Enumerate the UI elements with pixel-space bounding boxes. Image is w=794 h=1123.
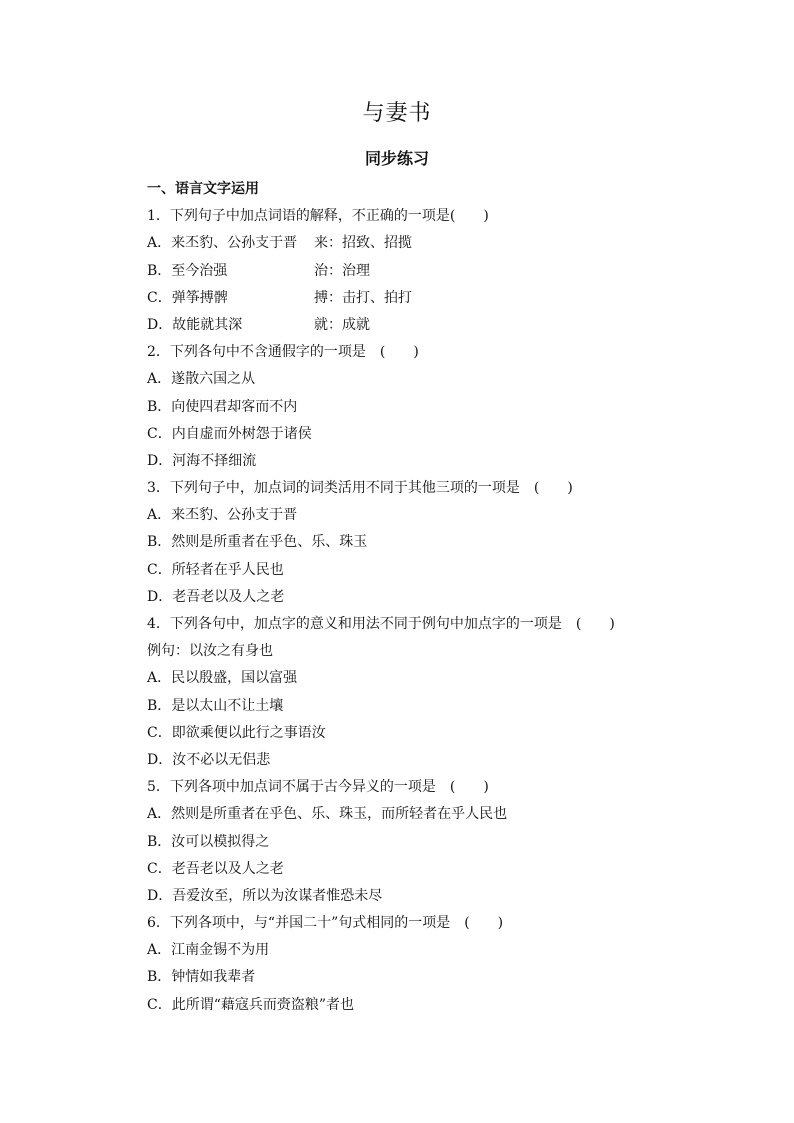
option-gloss: 来：招致、招揽	[314, 235, 412, 252]
question-3-stem: 3．下列句子中，加点词的词类活用不同于其他三项的一项是 ( )	[147, 480, 573, 497]
question-4-option-b: B．是以太山不让土壤	[147, 697, 284, 714]
question-2-stem: 2．下列各句中不含通假字的一项是 ( )	[147, 344, 419, 361]
question-2-option-c: C．内自虚而外树怨于诸侯	[147, 425, 312, 442]
option-text: A．来丕豹、公孙支于晋	[147, 235, 298, 252]
section-heading: 一、语言文字运用	[147, 181, 259, 197]
question-6-option-a: A．江南金锡不为用	[147, 942, 270, 959]
question-3-option-a: A．来丕豹、公孙支于晋	[147, 507, 298, 524]
question-1-option-a	[147, 233, 707, 260]
option-gloss: 就：成就	[314, 316, 370, 333]
document-title: 与妻书	[362, 101, 432, 126]
question-4-example: 例句：以汝之有身也	[147, 643, 273, 660]
question-6-stem: 6．下列各项中，与“并国二十”句式相同的一项是 ( )	[147, 915, 504, 932]
question-5-option-a: A．然则是所重者在乎色、乐、珠玉，而所轻者在乎人民也	[147, 806, 508, 823]
question-1-option-d	[147, 315, 707, 342]
question-4-option-a: A．民以殷盛，国以富强	[147, 670, 298, 687]
question-4-stem: 4．下列各句中，加点字的意义和用法不同于例句中加点字的一项是 ( )	[147, 616, 615, 632]
question-5-stem: 5．下列各项中加点词不属于古今异义的一项是 ( )	[147, 779, 489, 796]
question-5-option-b: B．汝可以模拟得之	[147, 833, 270, 850]
question-5-option-c: C．老吾老以及人之老	[147, 860, 284, 877]
question-1-option-b	[147, 261, 707, 288]
question-1-option-c	[147, 288, 707, 315]
question-3-option-b: B．然则是所重者在乎色、乐、珠玉	[147, 534, 368, 551]
option-gloss: 搏：击打、拍打	[314, 289, 412, 306]
option-text: C．弹筝搏髀	[147, 289, 228, 306]
exercise-content	[147, 179, 707, 1022]
question-2-option-a: A．遂散六国之从	[147, 371, 256, 388]
option-text: B．至今治强	[147, 262, 228, 279]
question-1-stem: 1．下列句子中加点词语的解释，不正确的一项是( )	[147, 208, 489, 225]
question-2-option-d: D．河海不择细流	[147, 452, 257, 469]
question-5-option-d: D．吾爱汝至，所以为汝谋者惟恐未尽	[147, 887, 383, 904]
question-3-option-d: D．老吾老以及人之老	[147, 588, 285, 605]
question-6-option-c: C．此所谓“藉寇兵而赍盗粮”者也	[147, 996, 355, 1013]
document-subtitle: 同步练习	[364, 149, 429, 168]
question-6-option-b: B．钟情如我辈者	[147, 969, 256, 986]
question-4-option-d: D．汝不必以无侣悲	[147, 751, 271, 768]
question-4-option-c: C．即欲乘便以此行之事语汝	[147, 724, 326, 741]
option-text: D．故能就其深	[147, 316, 243, 333]
question-2-option-b: B．向使四君却客而不内	[147, 398, 298, 415]
option-gloss: 治：治理	[314, 262, 370, 279]
question-3-option-c: C．所轻者在乎人民也	[147, 561, 284, 578]
